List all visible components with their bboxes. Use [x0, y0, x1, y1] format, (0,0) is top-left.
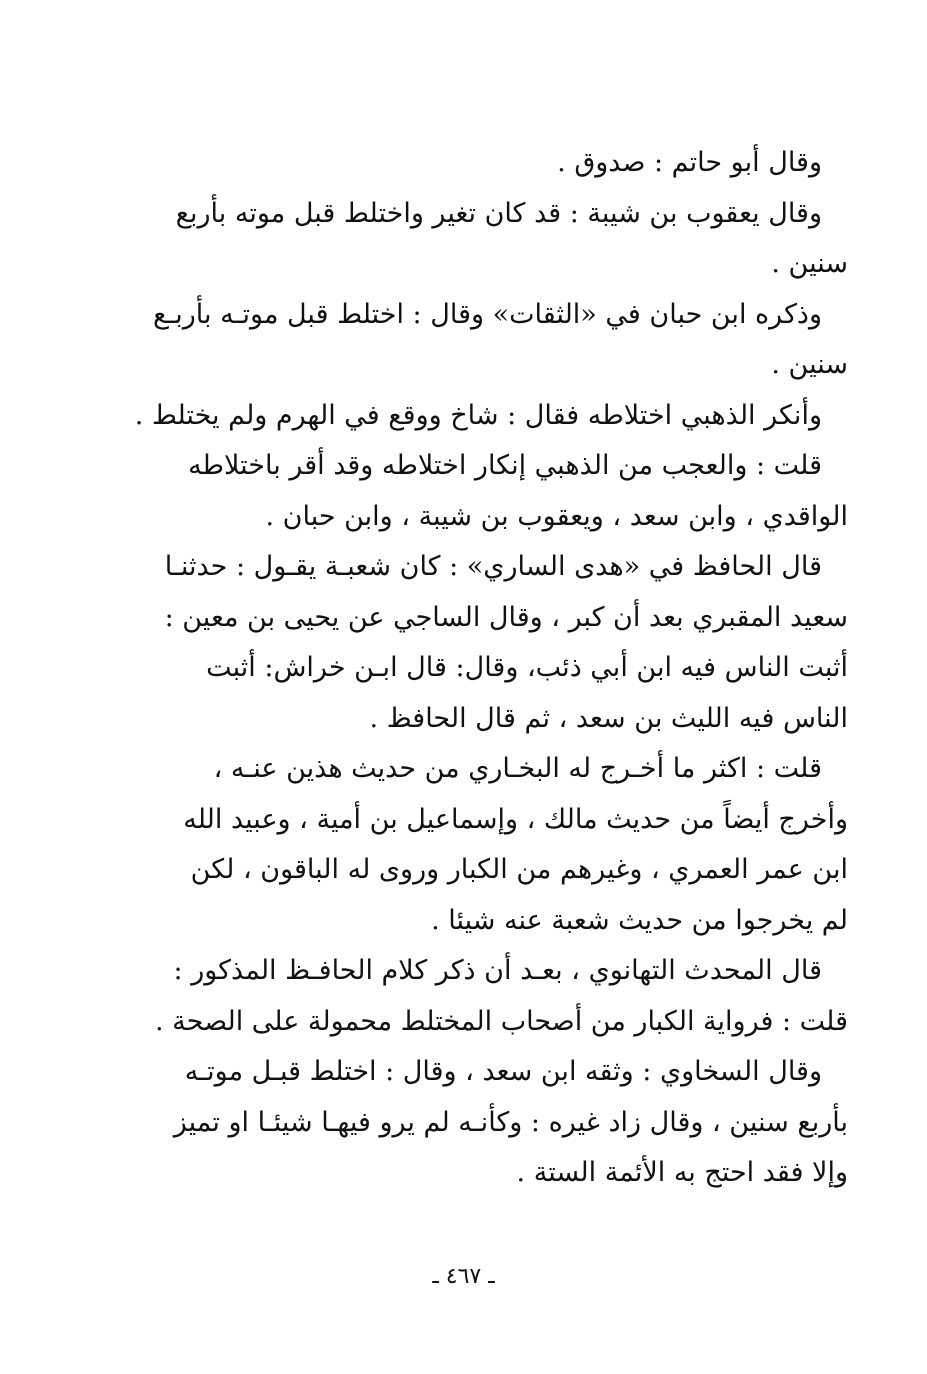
- text-line: وقال يعقوب بن شيبة : قد كان تغير واختلط قبل موته بأربع: [175, 197, 822, 229]
- text-line: وقال أبو حاتم : صدوق .: [557, 147, 822, 178]
- text-line: وذكره ابن حبان في «الثقات» وقال : اختلط قبل موتـه بأربـع: [152, 298, 822, 330]
- page-number: ـ ٤٦٧ ـ: [432, 1264, 495, 1289]
- text-line: قلت : اكثر ما أخـرج له البخـاري من حديث هذين عنـه ،: [213, 753, 822, 784]
- text-line: وأخرج أيضاً من حديث مالك ، وإسماعيل بن أمية ، وعبيد الله: [183, 803, 848, 835]
- page-body-text: [118, 138, 848, 1199]
- text-line: وإلا فقد احتج به الأئمة الستة .: [516, 1157, 848, 1188]
- text-line: بأربع سنين ، وقال زاد غيره : وكأنـه لم يرو فيهـا شيئـا او تميز: [173, 1106, 848, 1138]
- text-line: لم يخرجوا من حديث شعبة عنه شيئا .: [431, 904, 848, 936]
- text-line: ابن عمر العمري ، وغيرهم من الكبار وروى له الباقون ، لكن: [190, 854, 848, 885]
- text-line: الواقدي ، وابن سعد ، ويعقوب بن شيبة ، وابن حبان .: [265, 500, 848, 532]
- text-line: قال المحدث التهانوي ، بعـد أن ذكر كلام الحافـظ المذكور :: [173, 955, 822, 986]
- text-line: قلت : والعجب من الذهبي إنكار اختلاطه وقد أقر باختلاطه: [188, 450, 822, 481]
- text-line: الناس فيه الليث بن سعد ، ثم قال الحافظ .: [369, 702, 848, 734]
- text-line: سنين .: [771, 349, 848, 380]
- text-line: سعيد المقبري بعد أن كبر ، وقال الساجي عن يحيى بن معين :: [164, 601, 848, 633]
- text-line: وأنكر الذهبي اختلاطه فقال : شاخ ووقع في الهرم ولم يختلط .: [134, 399, 822, 431]
- text-line: قلت : فرواية الكبار من أصحاب المختلط محمولة على الصحة .: [155, 1005, 848, 1037]
- text-line: وقال السخاوي : وثقه ابن سعد ، وقال : اختلط قبـل موتـه: [184, 1056, 822, 1087]
- text-line: قال الحافظ في «هدى الساري» : كان شعبـة يقـول : حدثنـا: [164, 551, 822, 582]
- text-line: أثبت الناس فيه ابن أبي ذئب، وقال: قال ابـن خراش: أثبت: [206, 652, 848, 683]
- text-line: سنين .: [771, 248, 848, 279]
